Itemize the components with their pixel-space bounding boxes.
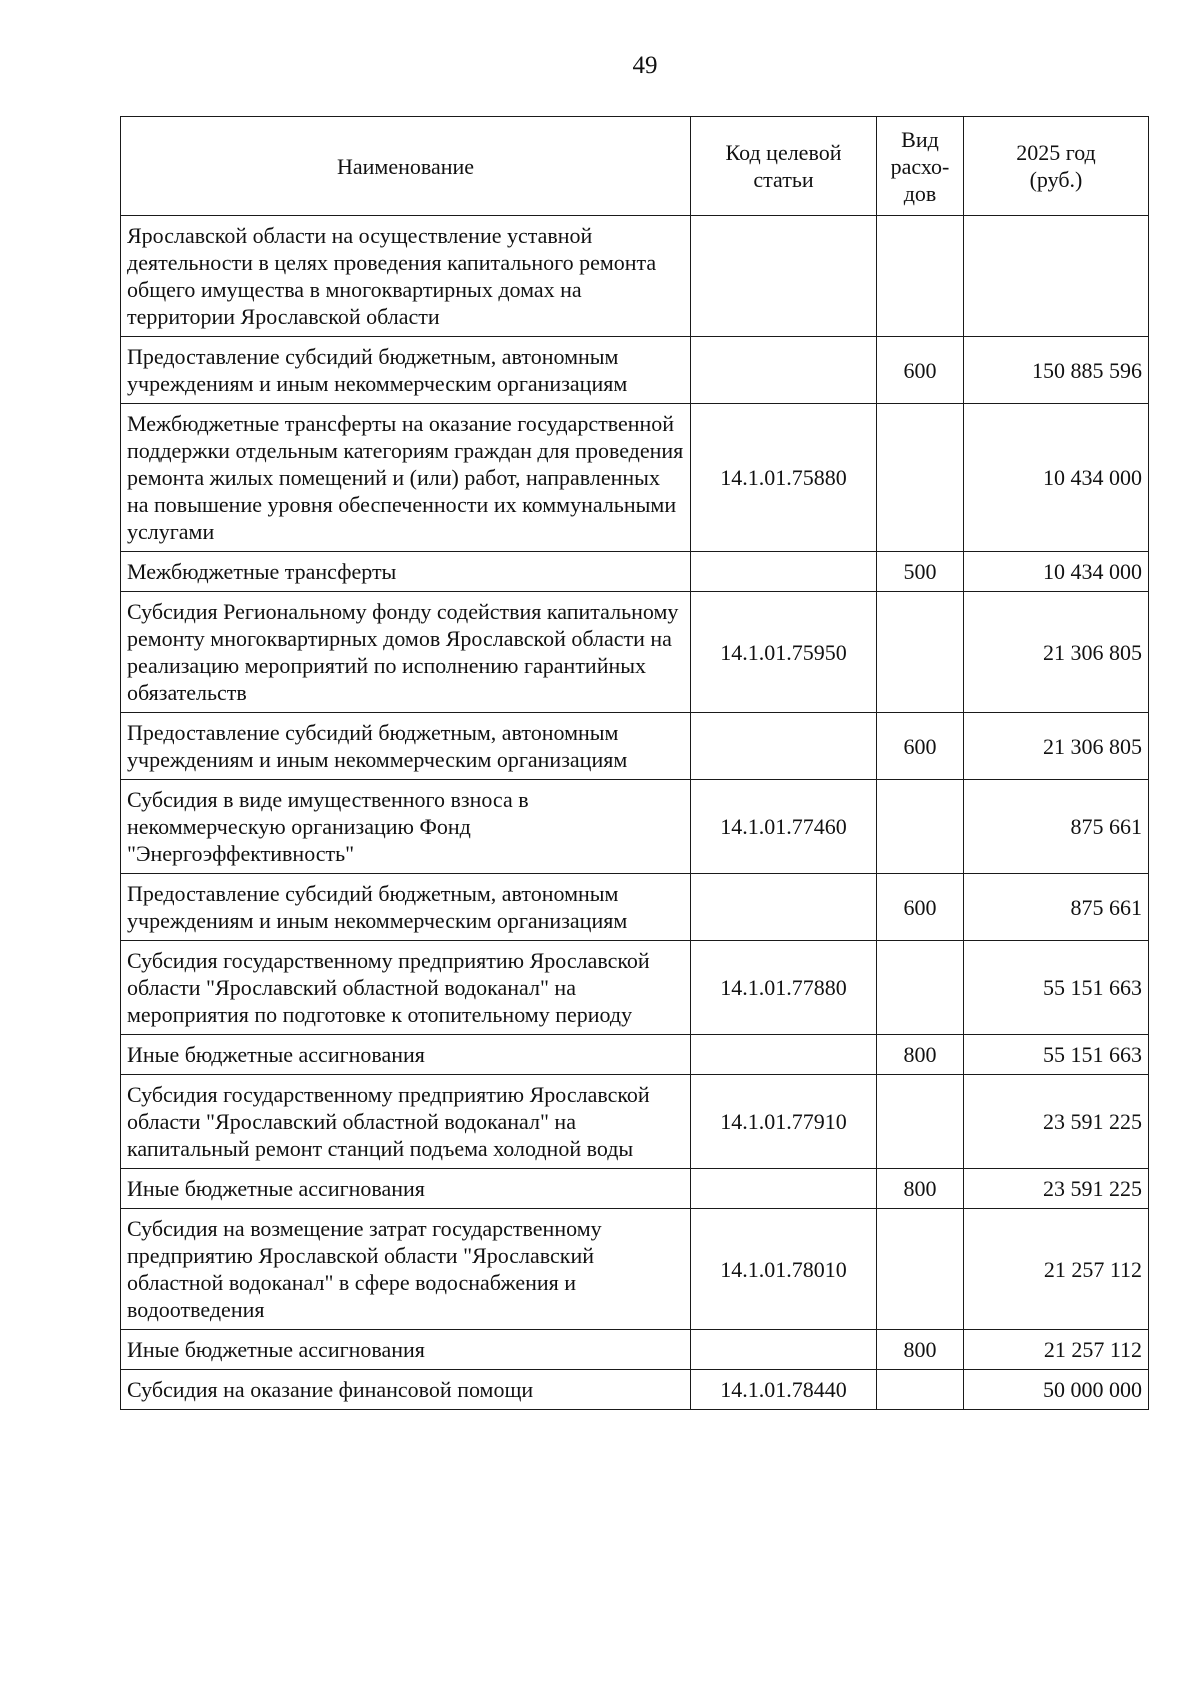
row-amount-cell: 875 661 <box>964 874 1149 941</box>
table-row <box>121 941 1149 1035</box>
row-code-cell: 14.1.01.77910 <box>691 1075 877 1169</box>
row-name-cell: Субсидия на оказание финансовой помощи <box>121 1370 691 1410</box>
table-row <box>121 874 1149 941</box>
row-amount-cell: 21 306 805 <box>964 713 1149 780</box>
row-code-cell: 14.1.01.78440 <box>691 1370 877 1410</box>
row-amount-cell: 150 885 596 <box>964 337 1149 404</box>
row-code-cell <box>691 1035 877 1075</box>
header-name: Наименование <box>121 117 691 216</box>
row-expense-type-cell: 800 <box>877 1169 964 1209</box>
row-name-cell: Иные бюджетные ассигнования <box>121 1169 691 1209</box>
row-amount-cell: 55 151 663 <box>964 941 1149 1035</box>
header-amount-2025: 2025 год (руб.) <box>964 117 1149 216</box>
row-amount-cell: 21 257 112 <box>964 1209 1149 1330</box>
row-code-cell <box>691 874 877 941</box>
row-code-cell <box>691 337 877 404</box>
page-number: 49 <box>632 52 658 79</box>
row-amount-cell: 23 591 225 <box>964 1169 1149 1209</box>
row-name-cell: Субсидия Региональному фонду содействия капитальному ремонту многоквартирных домов Ярославской области на реализацию мероприятий по исполнению гарантийных обязательств <box>121 592 691 713</box>
row-name-cell: Субсидия государственному предприятию Ярославской области "Ярославский областной водоканал" на капитальный ремонт станций подъема холодной воды <box>121 1075 691 1169</box>
row-expense-type-cell <box>877 216 964 337</box>
row-code-cell <box>691 1169 877 1209</box>
row-expense-type-cell: 600 <box>877 713 964 780</box>
table-header-row <box>121 117 1149 216</box>
header-code: Код целевой статьи <box>691 117 877 216</box>
table-body <box>121 216 1149 1410</box>
row-expense-type-cell <box>877 592 964 713</box>
row-name-cell: Межбюджетные трансферты <box>121 552 691 592</box>
table-row <box>121 404 1149 552</box>
row-expense-type-cell <box>877 404 964 552</box>
row-name-cell: Субсидия в виде имущественного взноса в некоммерческую организацию Фонд "Энергоэффективность" <box>121 780 691 874</box>
table-row <box>121 1075 1149 1169</box>
row-amount-cell: 10 434 000 <box>964 404 1149 552</box>
row-expense-type-cell <box>877 1209 964 1330</box>
budget-table <box>120 116 1149 1410</box>
row-expense-type-cell <box>877 941 964 1035</box>
row-code-cell: 14.1.01.75950 <box>691 592 877 713</box>
table-row <box>121 1330 1149 1370</box>
row-amount-cell <box>964 216 1149 337</box>
row-code-cell: 14.1.01.78010 <box>691 1209 877 1330</box>
row-amount-cell: 21 257 112 <box>964 1330 1149 1370</box>
table-row <box>121 1209 1149 1330</box>
row-code-cell <box>691 1330 877 1370</box>
table-row <box>121 592 1149 713</box>
row-name-cell: Предоставление субсидий бюджетным, автономным учреждениям и иным некоммерческим организациям <box>121 713 691 780</box>
row-code-cell: 14.1.01.77880 <box>691 941 877 1035</box>
row-name-cell: Ярославской области на осуществление уставной деятельности в целях проведения капитального ремонта общего имущества в многоквартирных домах на территории Ярославской области <box>121 216 691 337</box>
header-expense-type: Вид расхо- дов <box>877 117 964 216</box>
row-amount-cell: 875 661 <box>964 780 1149 874</box>
row-code-cell <box>691 552 877 592</box>
row-name-cell: Иные бюджетные ассигнования <box>121 1330 691 1370</box>
row-expense-type-cell: 800 <box>877 1035 964 1075</box>
table-row <box>121 713 1149 780</box>
row-name-cell: Предоставление субсидий бюджетным, автономным учреждениям и иным некоммерческим организациям <box>121 874 691 941</box>
row-expense-type-cell <box>877 1370 964 1410</box>
row-code-cell <box>691 216 877 337</box>
row-expense-type-cell: 800 <box>877 1330 964 1370</box>
row-code-cell: 14.1.01.75880 <box>691 404 877 552</box>
table-row <box>121 552 1149 592</box>
row-expense-type-cell <box>877 780 964 874</box>
row-expense-type-cell <box>877 1075 964 1169</box>
row-expense-type-cell: 500 <box>877 552 964 592</box>
row-amount-cell: 10 434 000 <box>964 552 1149 592</box>
table-row <box>121 1169 1149 1209</box>
row-code-cell: 14.1.01.77460 <box>691 780 877 874</box>
row-expense-type-cell: 600 <box>877 874 964 941</box>
row-name-cell: Межбюджетные трансферты на оказание государственной поддержки отдельным категориям граждан для проведения ремонта жилых помещений и (или) работ, направленных на повышение уровня обеспеченности их коммунальными услугами <box>121 404 691 552</box>
table-row <box>121 337 1149 404</box>
row-name-cell: Иные бюджетные ассигнования <box>121 1035 691 1075</box>
row-code-cell <box>691 713 877 780</box>
table-row <box>121 780 1149 874</box>
row-name-cell: Субсидия государственному предприятию Ярославской области "Ярославский областной водоканал" на мероприятия по подготовке к отопительному периоду <box>121 941 691 1035</box>
row-amount-cell: 21 306 805 <box>964 592 1149 713</box>
table-row <box>121 216 1149 337</box>
row-name-cell: Субсидия на возмещение затрат государственному предприятию Ярославской области "Ярославский областной водоканал" в сфере водоснабжения и водоотведения <box>121 1209 691 1330</box>
row-expense-type-cell: 600 <box>877 337 964 404</box>
row-amount-cell: 50 000 000 <box>964 1370 1149 1410</box>
table-row <box>121 1370 1149 1410</box>
table-row <box>121 1035 1149 1075</box>
row-name-cell: Предоставление субсидий бюджетным, автономным учреждениям и иным некоммерческим организациям <box>121 337 691 404</box>
row-amount-cell: 23 591 225 <box>964 1075 1149 1169</box>
row-amount-cell: 55 151 663 <box>964 1035 1149 1075</box>
